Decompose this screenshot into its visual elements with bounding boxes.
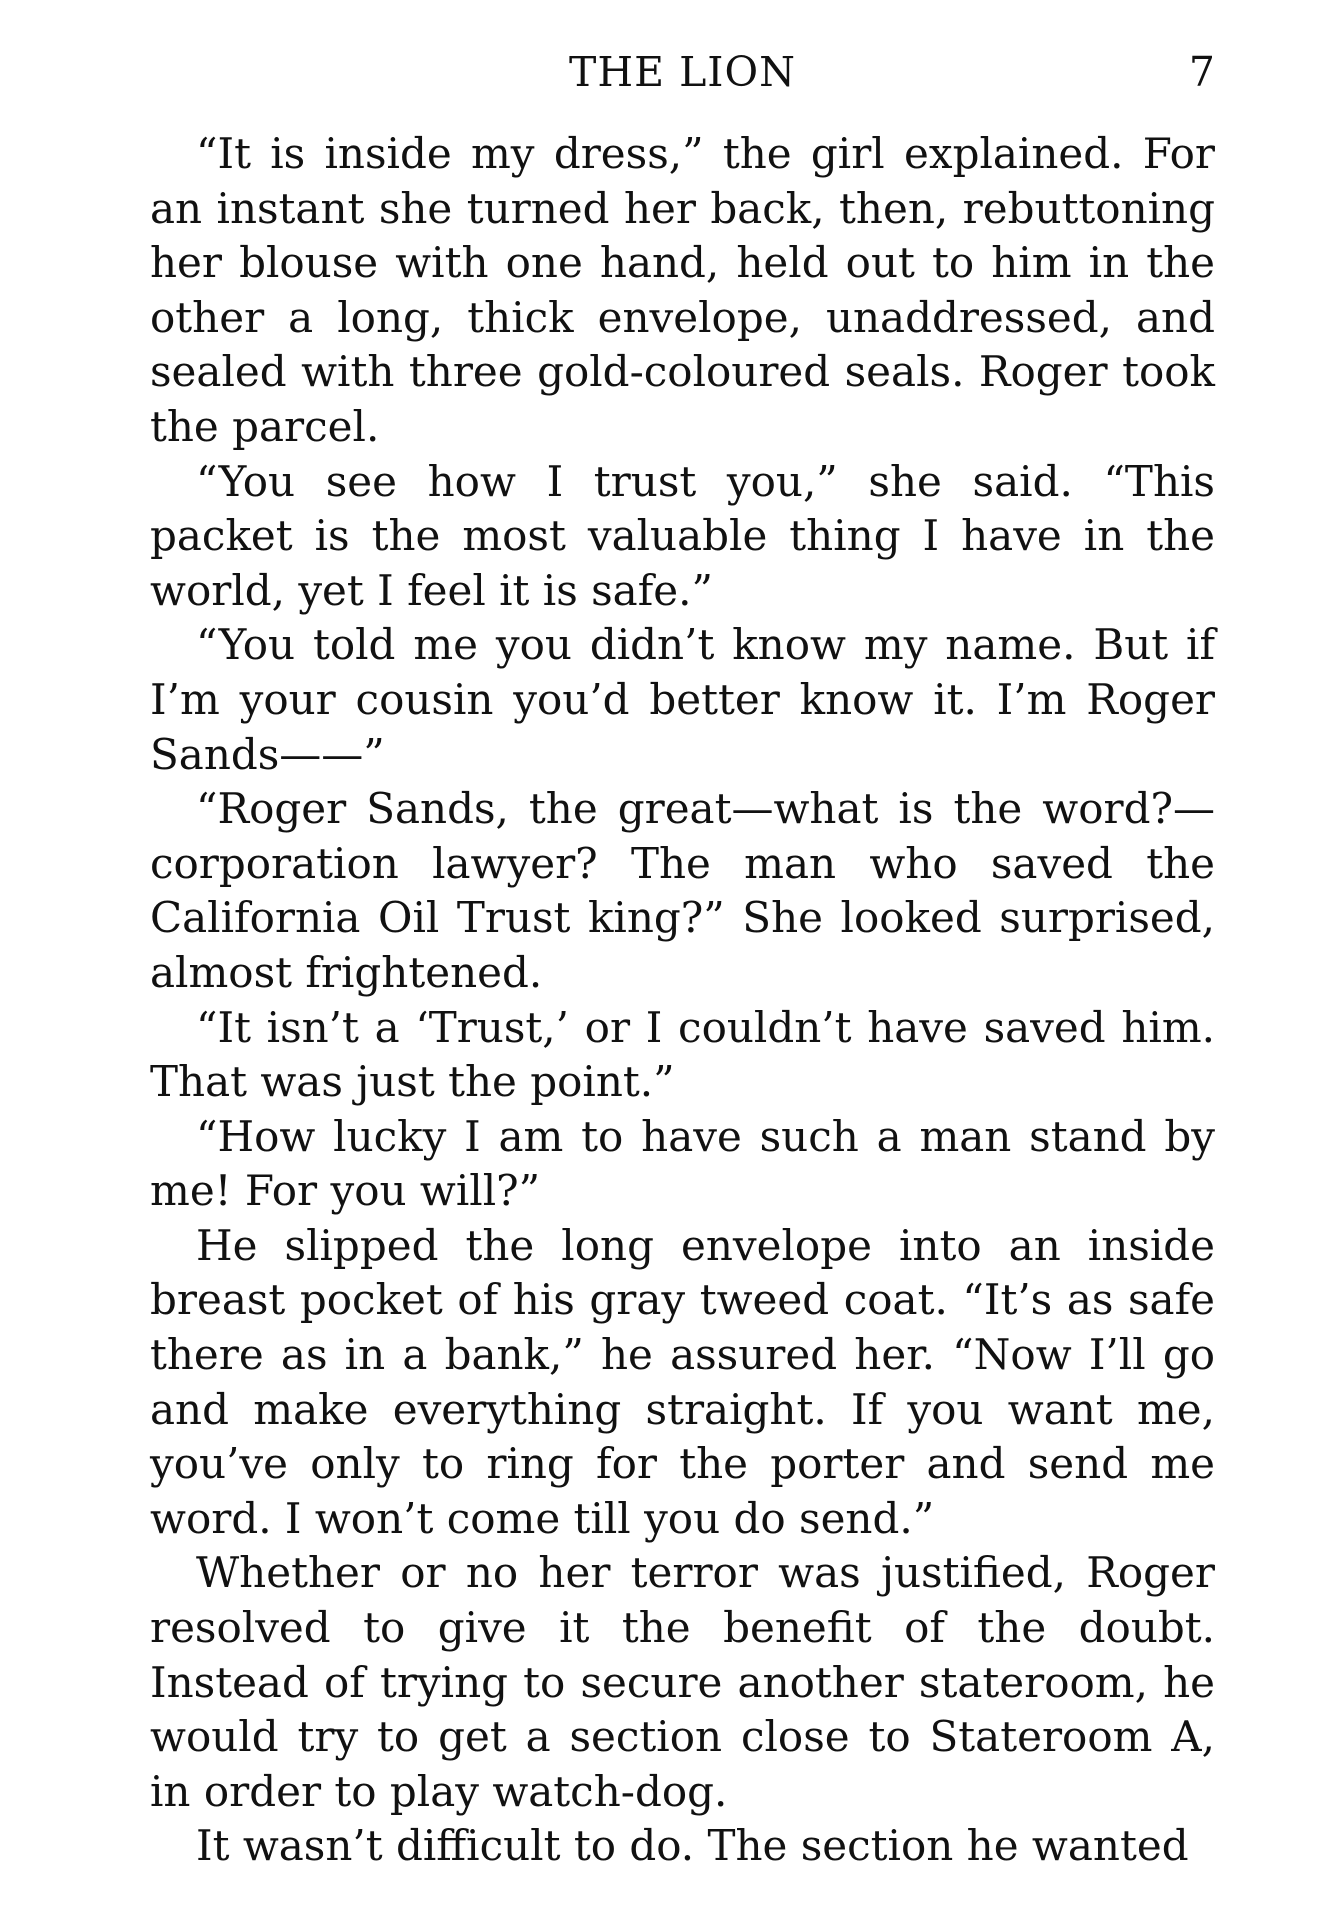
paragraph: Whether or no her terror was justified, Roger resolved to give it the benefit of the doubt. Instead of trying to secure another stateroom, he would try to get a section close to Stateroom A, in order to play watch-dog. [150,1548,1215,1816]
running-head [150,48,1215,98]
paragraph: “It is inside my dress,” the girl explained. For an instant she turned her back, then, rebuttoning her blouse with one hand, held out to him in the other a long, thick envelope, unaddressed, and sealed with three gold-coloured seals. Roger took the parcel. [150,129,1215,451]
body-text [150,127,1215,1874]
paragraph: “How lucky I am to have such a man stand by me! For you will?” [150,1111,1215,1216]
paragraph: It wasn’t difficult to do. The section he wanted [196,1821,1189,1871]
paragraph: “Roger Sands, the great—what is the word?—corporation lawyer? The man who saved the California Oil Trust king?” She looked surprised, almost frightened. [150,784,1215,997]
running-title: THE LION [569,48,796,96]
paragraph: “You see how I trust you,” she said. “This packet is the most valuable thing I have in the world, yet I feel it is safe.” [150,456,1215,615]
page-number: 7 [1188,48,1215,96]
paragraph: “You told me you didn’t know my name. But if I’m your cousin you’d better know it. I’m Roger Sands——” [150,620,1215,779]
paragraph: He slipped the long envelope into an inside breast pocket of his gray tweed coat. “It’s as safe there as in a bank,” he assured her. “Now I’ll go and make everything straight. If you want me, you’ve only to ring for the porter and send me word. I won’t come till you do send.” [150,1220,1215,1543]
paragraph: “It isn’t a ‘Trust,’ or I couldn’t have saved him. That was just the point.” [150,1002,1215,1107]
